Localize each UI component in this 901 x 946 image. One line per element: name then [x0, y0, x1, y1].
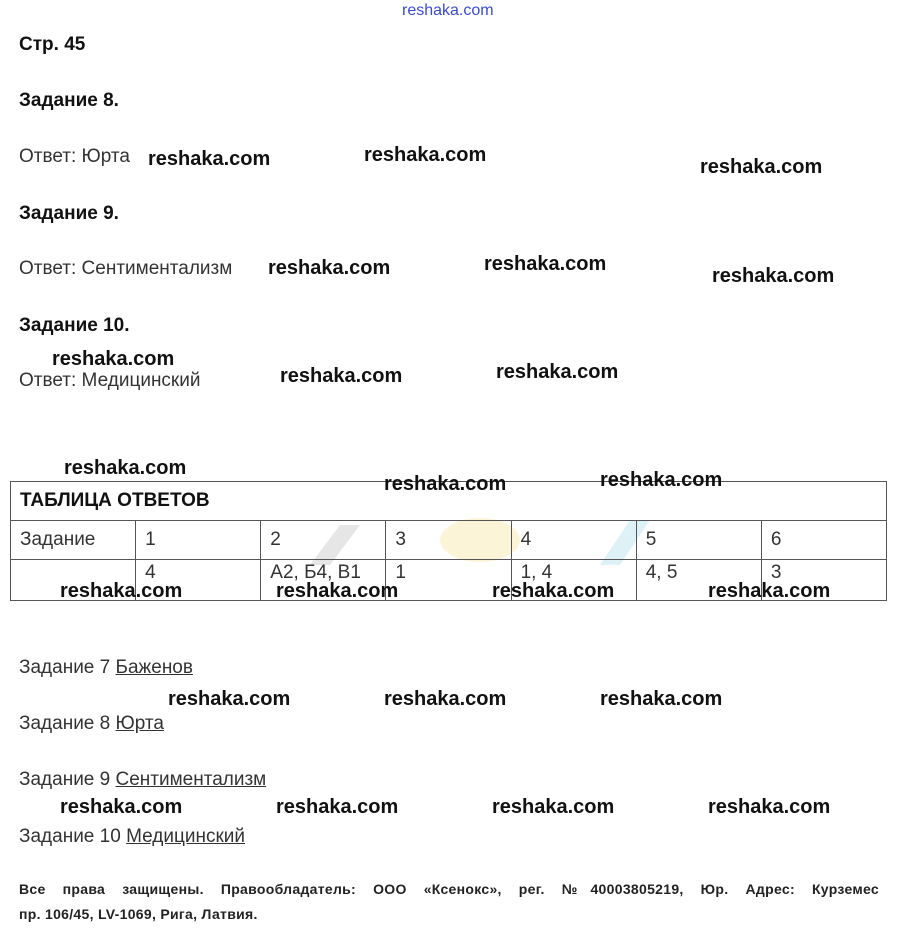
task-9-answer: Ответ: Сентиментализм: [19, 258, 233, 279]
watermark: reshaka.com: [148, 148, 271, 170]
watermark: reshaka.com: [64, 457, 187, 479]
summary-label: Задание 7: [19, 657, 111, 678]
task-10-answer: Ответ: Медицинский: [19, 370, 201, 391]
watermark: reshaka.com: [700, 156, 823, 178]
summary-answer-link[interactable]: Баженов: [115, 657, 193, 678]
watermark: reshaka.com: [600, 469, 723, 491]
footer-line-1: Все права защищены. Правообладатель: ООО «Ксенокс», рег. №40003805219, Юр. Адрес: Курземес: [19, 881, 879, 897]
table-row: [11, 521, 887, 560]
summary-answer-link[interactable]: Медицинский: [126, 826, 245, 847]
watermark: reshaka.com: [708, 796, 831, 818]
table-cell: 4, 5: [636, 560, 761, 601]
summary-task-8: [19, 713, 164, 735]
table-cell: 2: [261, 521, 386, 560]
watermark: reshaka.com: [492, 580, 615, 602]
table-title: ТАБЛИЦА ОТВЕТОВ: [11, 482, 887, 521]
watermark: reshaka.com: [364, 144, 487, 166]
footer-line-2: пр. 106/45, LV-1069, Рига, Латвия.: [19, 906, 258, 922]
task-10-heading: Задание 10.: [19, 315, 130, 336]
task-8-answer: Ответ: Юрта: [19, 146, 130, 167]
watermark: reshaka.com: [708, 580, 831, 602]
table-cell: А2, Б4, В1: [261, 560, 386, 601]
summary-answer-link[interactable]: Юрта: [115, 713, 164, 734]
watermark: reshaka.com: [280, 365, 403, 387]
table-cell: 4: [511, 521, 636, 560]
table-cell: 4: [136, 560, 261, 601]
watermark: reshaka.com: [52, 348, 175, 370]
table-cell: 5: [636, 521, 761, 560]
watermark: reshaka.com: [60, 580, 183, 602]
summary-label: Задание 9: [19, 769, 111, 790]
table-header-label: Задание: [11, 521, 136, 560]
watermark: reshaka.com: [276, 796, 399, 818]
task-9-heading: Задание 9.: [19, 203, 119, 224]
summary-label: Задание 10: [19, 826, 121, 847]
task-8-heading: Задание 8.: [19, 90, 119, 111]
watermark: reshaka.com: [496, 361, 619, 383]
summary-task-7: [19, 657, 193, 679]
site-header-link[interactable]: reshaka.com: [402, 2, 494, 19]
watermark: reshaka.com: [60, 796, 183, 818]
summary-task-9: [19, 769, 266, 791]
table-cell: 1: [386, 560, 511, 601]
watermark: reshaka.com: [600, 688, 723, 710]
watermark: reshaka.com: [168, 688, 291, 710]
table-cell: 3: [761, 560, 886, 601]
watermark: reshaka.com: [276, 580, 399, 602]
watermark: reshaka.com: [384, 688, 507, 710]
copyright-footer: [19, 881, 879, 922]
watermark: reshaka.com: [268, 257, 391, 279]
page-number: Стр. 45: [19, 34, 86, 55]
table-cell: 1, 4: [511, 560, 636, 601]
table-cell: 6: [761, 521, 886, 560]
summary-task-10: [19, 826, 245, 848]
table-cell: 3: [386, 521, 511, 560]
summary-label: Задание 8: [19, 713, 111, 734]
watermark: reshaka.com: [384, 473, 507, 495]
watermark: reshaka.com: [712, 265, 835, 287]
summary-answer-link[interactable]: Сентиментализм: [115, 769, 267, 790]
table-cell: 1: [136, 521, 261, 560]
watermark: reshaka.com: [484, 253, 607, 275]
watermark: reshaka.com: [492, 796, 615, 818]
